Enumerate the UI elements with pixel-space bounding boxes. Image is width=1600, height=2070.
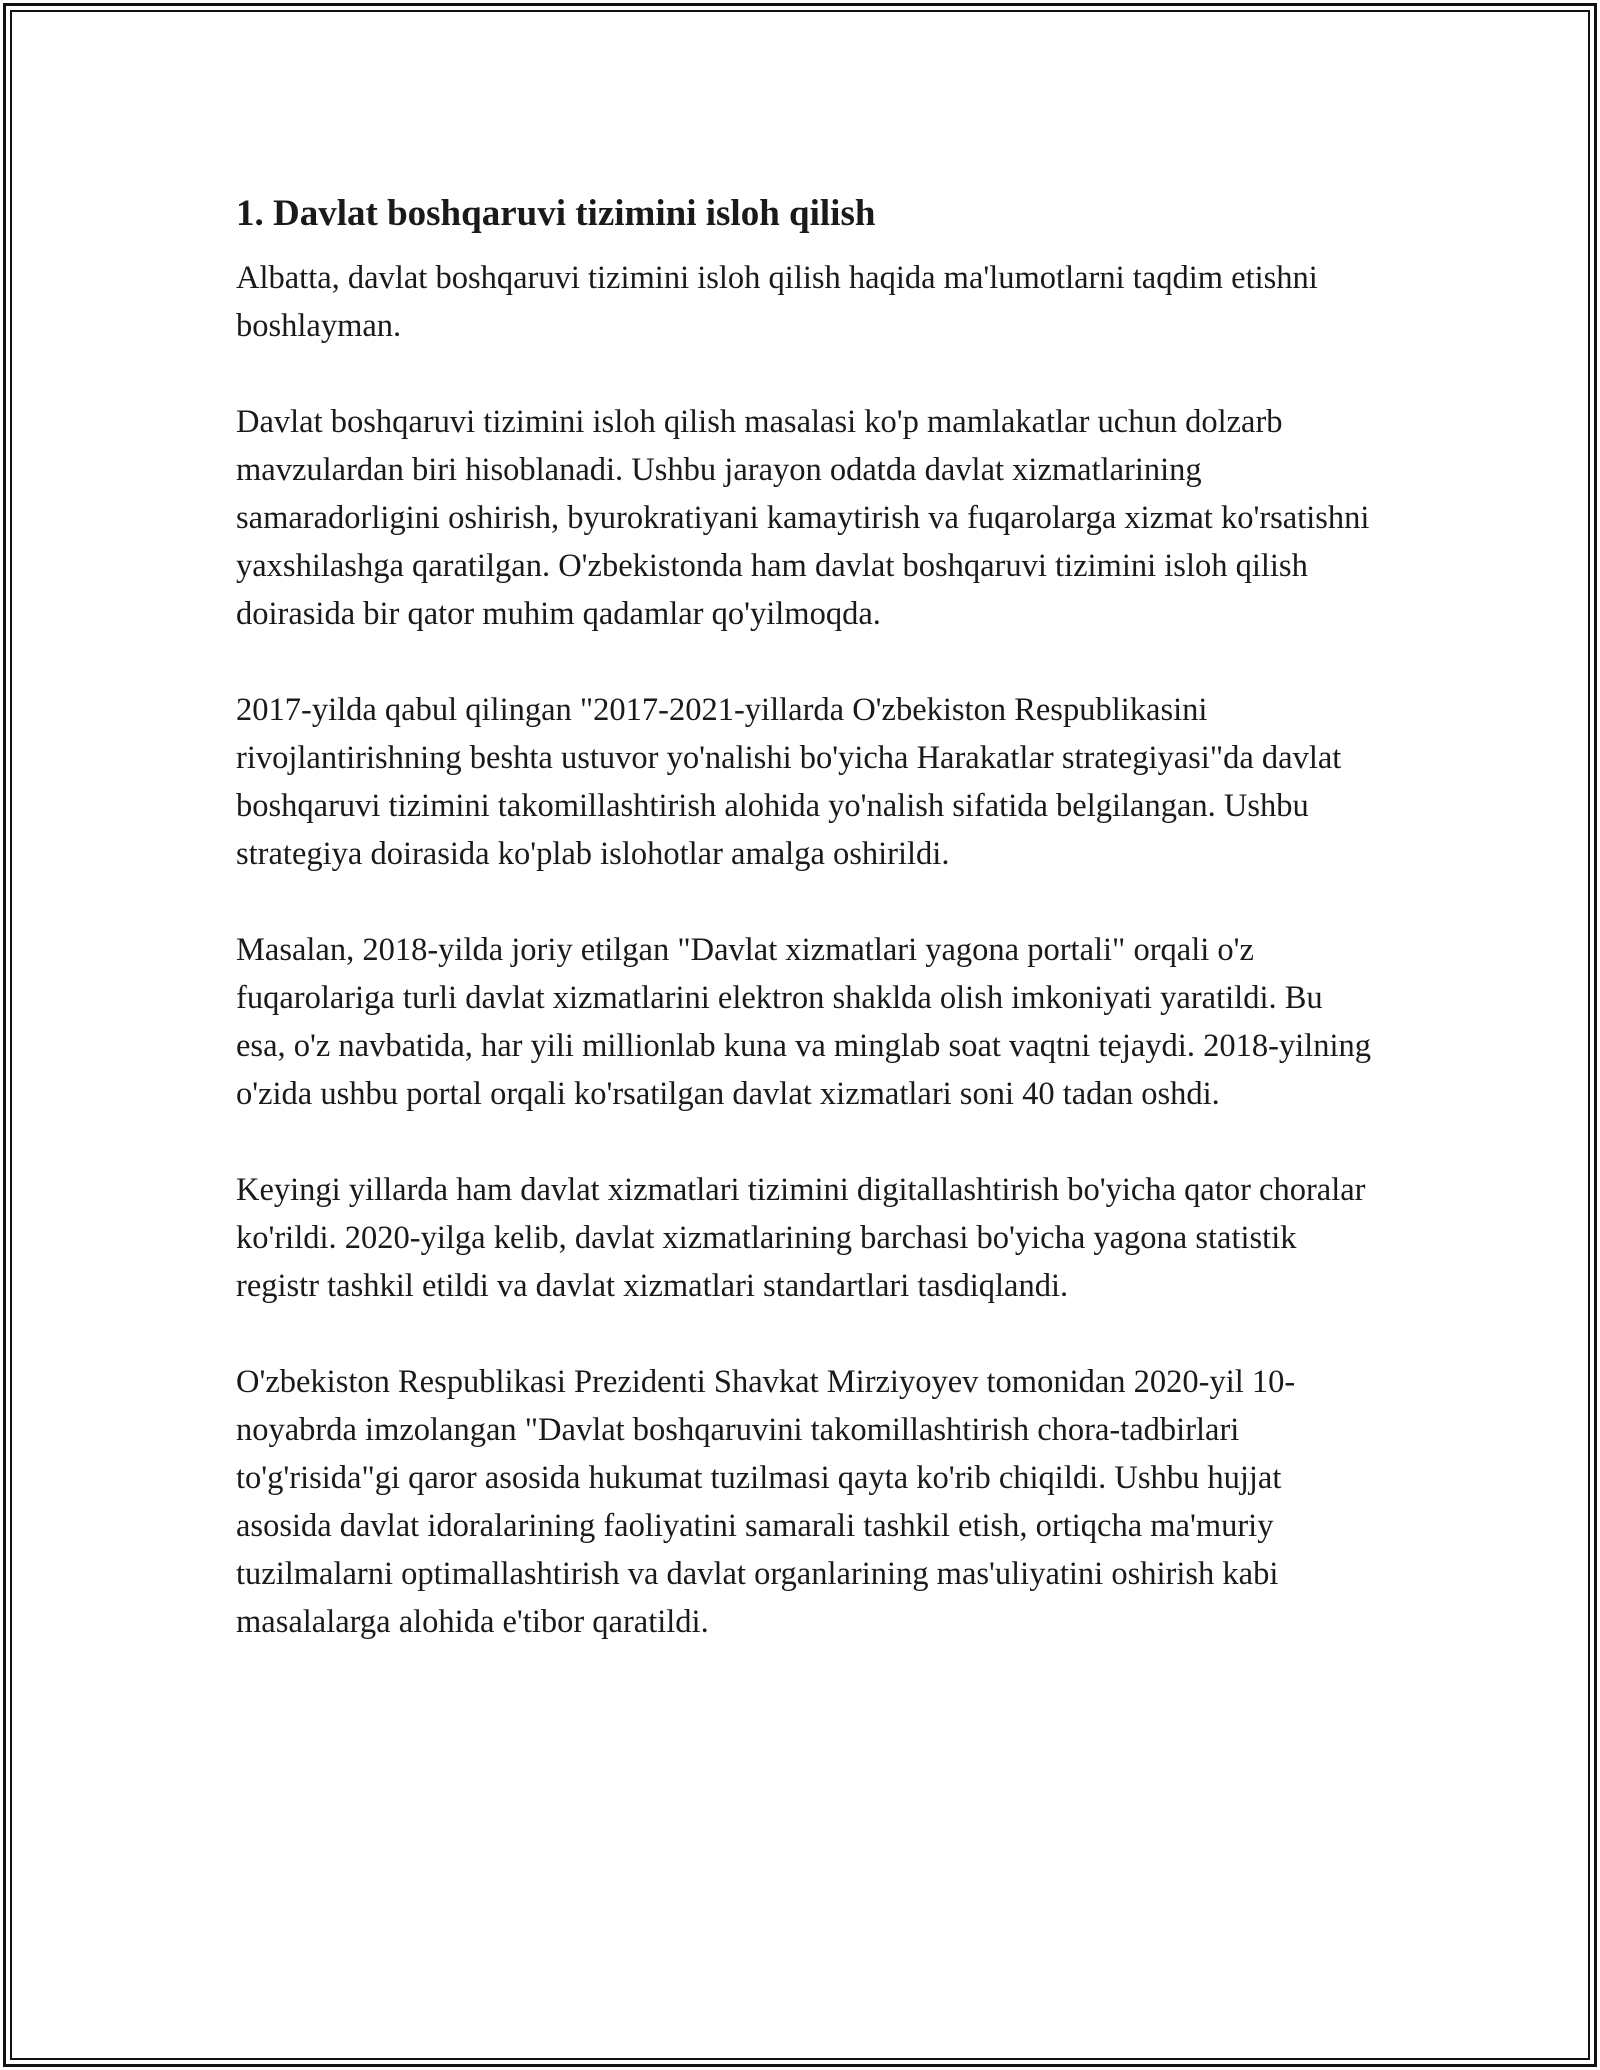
paragraph-portal: Masalan, 2018-yilda joriy etilgan "Davlat xizmatlari yagona portali" orqali o'z fuqarolariga turli davlat xizmatlarini elektron shaklda olish imkoniyati yaratildi. Bu esa, o'z navbatida, har yili millionlab kuna va minglab soat vaqtni tejaydi. 2018-yilning o'zida ushbu portal orqali ko'rsatilgan davlat xizmatlari soni 40 tadan oshdi.: [236, 932, 1371, 1112]
paragraph-strategy: 2017-yilda qabul qilingan "2017-2021-yillarda O'zbekiston Respublikasini rivojlantirishning beshta ustuvor yo'nalishi bo'yicha Harakatlar strategiyasi"da davlat boshqaruvi tizimini takomillashtirish alohida yo'nalish sifatida belgilangan. Ushbu strategiya doirasida ko'plab islohotlar amalga oshirildi.: [236, 692, 1342, 872]
paragraph-decree: O'zbekiston Respublikasi Prezidenti Shavkat Mirziyoyev tomonidan 2020-yil 10-noyabrda imzolangan "Davlat boshqaruvini takomillashtirish chora-tadbirlari to'g'risida"gi qaror asosida hukumat tuzilmasi qayta ko'rib chiqildi. Ushbu hujjat asosida davlat idoralarining faoliyatini samarali tashkil etish, ortiqcha ma'muriy tuzilmalarni optimallashtirish va davlat organlarining mas'uliyatini oshirish kabi masalalarga alohida e'tibor qaratildi.: [236, 1364, 1296, 1640]
document-body: [236, 186, 1376, 1646]
paragraph-overview: Davlat boshqaruvi tizimini isloh qilish masalasi ko'p mamlakatlar uchun dolzarb mavzulardan biri hisoblanadi. Ushbu jarayon odatda davlat xizmatlarining samaradorligini oshirish, byurokratiyani kamaytirish va fuqarolarga xizmat ko'rsatishni yaxshilashga qaratilgan. O'zbekistonda ham davlat boshqaruvi tizimini isloh qilish doirasida bir qator muhim qadamlar qo'yilmoqda.: [236, 404, 1370, 632]
paragraph-digitalization: Keyingi yillarda ham davlat xizmatlari tizimini digitallashtirish bo'yicha qator choralar ko'rildi. 2020-yilga kelib, davlat xizmatlarining barchasi bo'yicha yagona statistik registr tashkil etildi va davlat xizmatlari standartlari tasdiqlandi.: [236, 1172, 1366, 1304]
section-heading: 1. Davlat boshqaruvi tizimini isloh qilish: [236, 193, 876, 234]
paragraph-intro: Albatta, davlat boshqaruvi tizimini isloh qilish haqida ma'lumotlarni taqdim etishni boshlayman.: [236, 260, 1318, 344]
